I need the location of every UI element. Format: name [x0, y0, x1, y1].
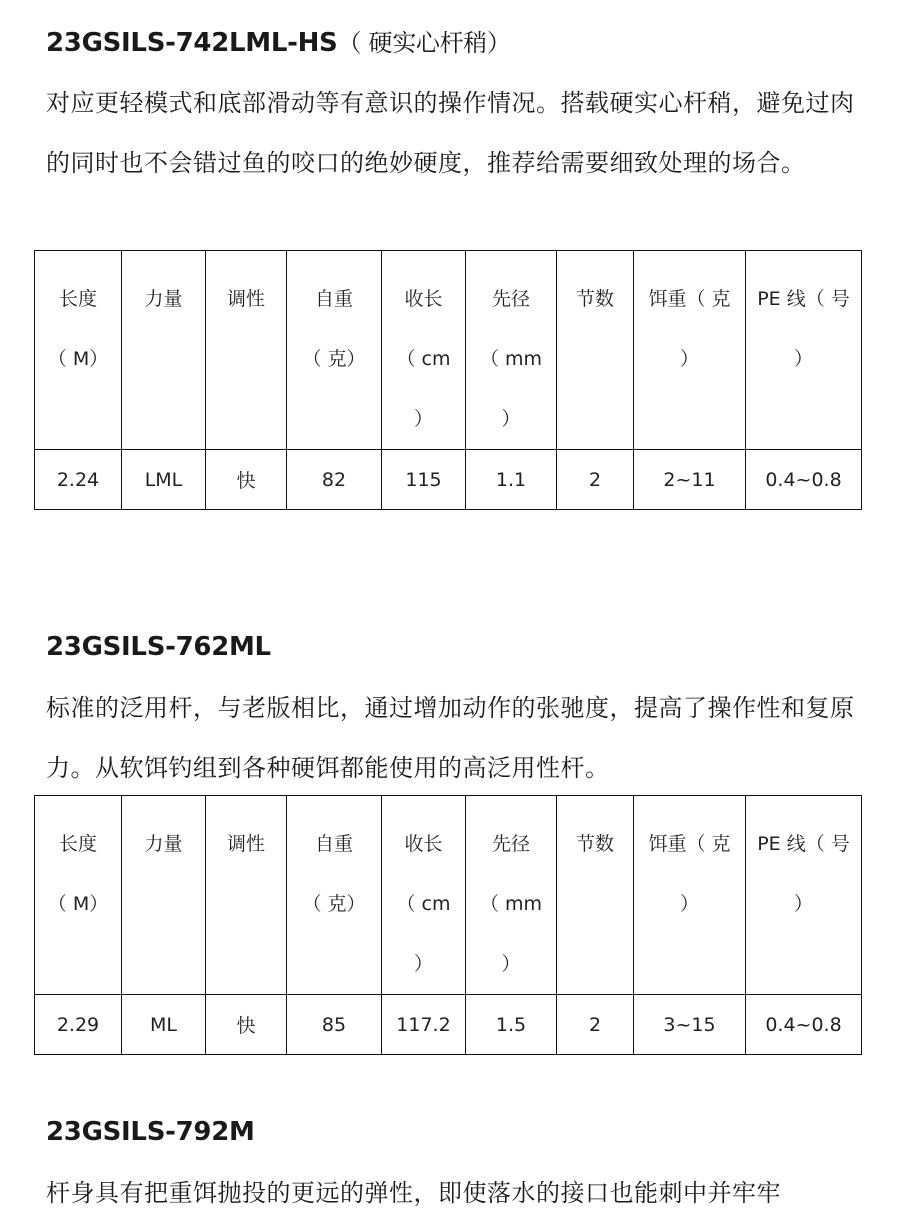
value-closed-length: 115: [382, 450, 466, 510]
value-weight: 85: [287, 995, 382, 1055]
spec-table: [34, 795, 862, 1055]
value-length: 2.24: [35, 450, 122, 510]
header-action: 调性: [206, 251, 287, 450]
spec-header-row: [35, 251, 862, 450]
value-lure-weight: 2~11: [634, 450, 746, 510]
spec-value-row: [35, 450, 862, 510]
header-length: 长度 （ M）: [35, 251, 122, 450]
model-title: [46, 1117, 255, 1147]
spec-value-row: [35, 995, 862, 1055]
value-sections: 2: [557, 450, 634, 510]
model-suffix: （ 硬实心杆稍）: [337, 29, 511, 57]
value-lure-weight: 3~15: [634, 995, 746, 1055]
header-lure-weight: 饵重（ 克 ）: [634, 796, 746, 995]
value-power: LML: [122, 450, 206, 510]
header-tip-diameter: 先径 （ mm ）: [466, 796, 557, 995]
model-description: 标准的泛用杆，与老版相比，通过增加动作的张驰度，提高了操作性和复原力。从软饵钓组到各种硬饵都能使用的高泛用性杆。: [46, 694, 855, 782]
value-pe-line: 0.4~0.8: [746, 450, 862, 510]
value-tip-diameter: 1.1: [466, 450, 557, 510]
model-title: [46, 28, 511, 58]
model-title: [46, 632, 271, 662]
spec-table: [34, 250, 862, 510]
header-pe-line: PE 线（ 号 ）: [746, 796, 862, 995]
header-action: 调性: [206, 796, 287, 995]
model-description: 杆身具有把重饵抛投的更远的弹性，即使落水的接口也能刺中并牢牢: [46, 1179, 781, 1207]
header-weight: 自重 （ 克）: [287, 251, 382, 450]
header-lure-weight: 饵重（ 克 ）: [634, 251, 746, 450]
model-description: 对应更轻模式和底部滑动等有意识的操作情况。搭载硬实心杆稍，避免过肉的同时也不会错过鱼的咬口的绝妙硬度，推荐给需要细致处理的场合。: [46, 89, 855, 177]
header-length: 长度 （ M）: [35, 796, 122, 995]
header-power: 力量: [122, 251, 206, 450]
spec-header-row: [35, 796, 862, 995]
value-action: 快: [206, 450, 287, 510]
value-sections: 2: [557, 995, 634, 1055]
value-pe-line: 0.4~0.8: [746, 995, 862, 1055]
header-weight: 自重 （ 克）: [287, 796, 382, 995]
header-closed-length: 收长 （ cm ）: [382, 796, 466, 995]
model-code: 23GSILS-792M: [46, 1117, 255, 1147]
value-tip-diameter: 1.5: [466, 995, 557, 1055]
header-closed-length: 收长 （ cm ）: [382, 251, 466, 450]
model-code: 23GSILS-742LML-HS: [46, 28, 338, 58]
header-power: 力量: [122, 796, 206, 995]
value-length: 2.29: [35, 995, 122, 1055]
value-power: ML: [122, 995, 206, 1055]
header-tip-diameter: 先径 （ mm ）: [466, 251, 557, 450]
model-code: 23GSILS-762ML: [46, 632, 271, 662]
header-pe-line: PE 线（ 号 ）: [746, 251, 862, 450]
value-action: 快: [206, 995, 287, 1055]
value-closed-length: 117.2: [382, 995, 466, 1055]
value-weight: 82: [287, 450, 382, 510]
header-sections: 节数: [557, 251, 634, 450]
header-sections: 节数: [557, 796, 634, 995]
